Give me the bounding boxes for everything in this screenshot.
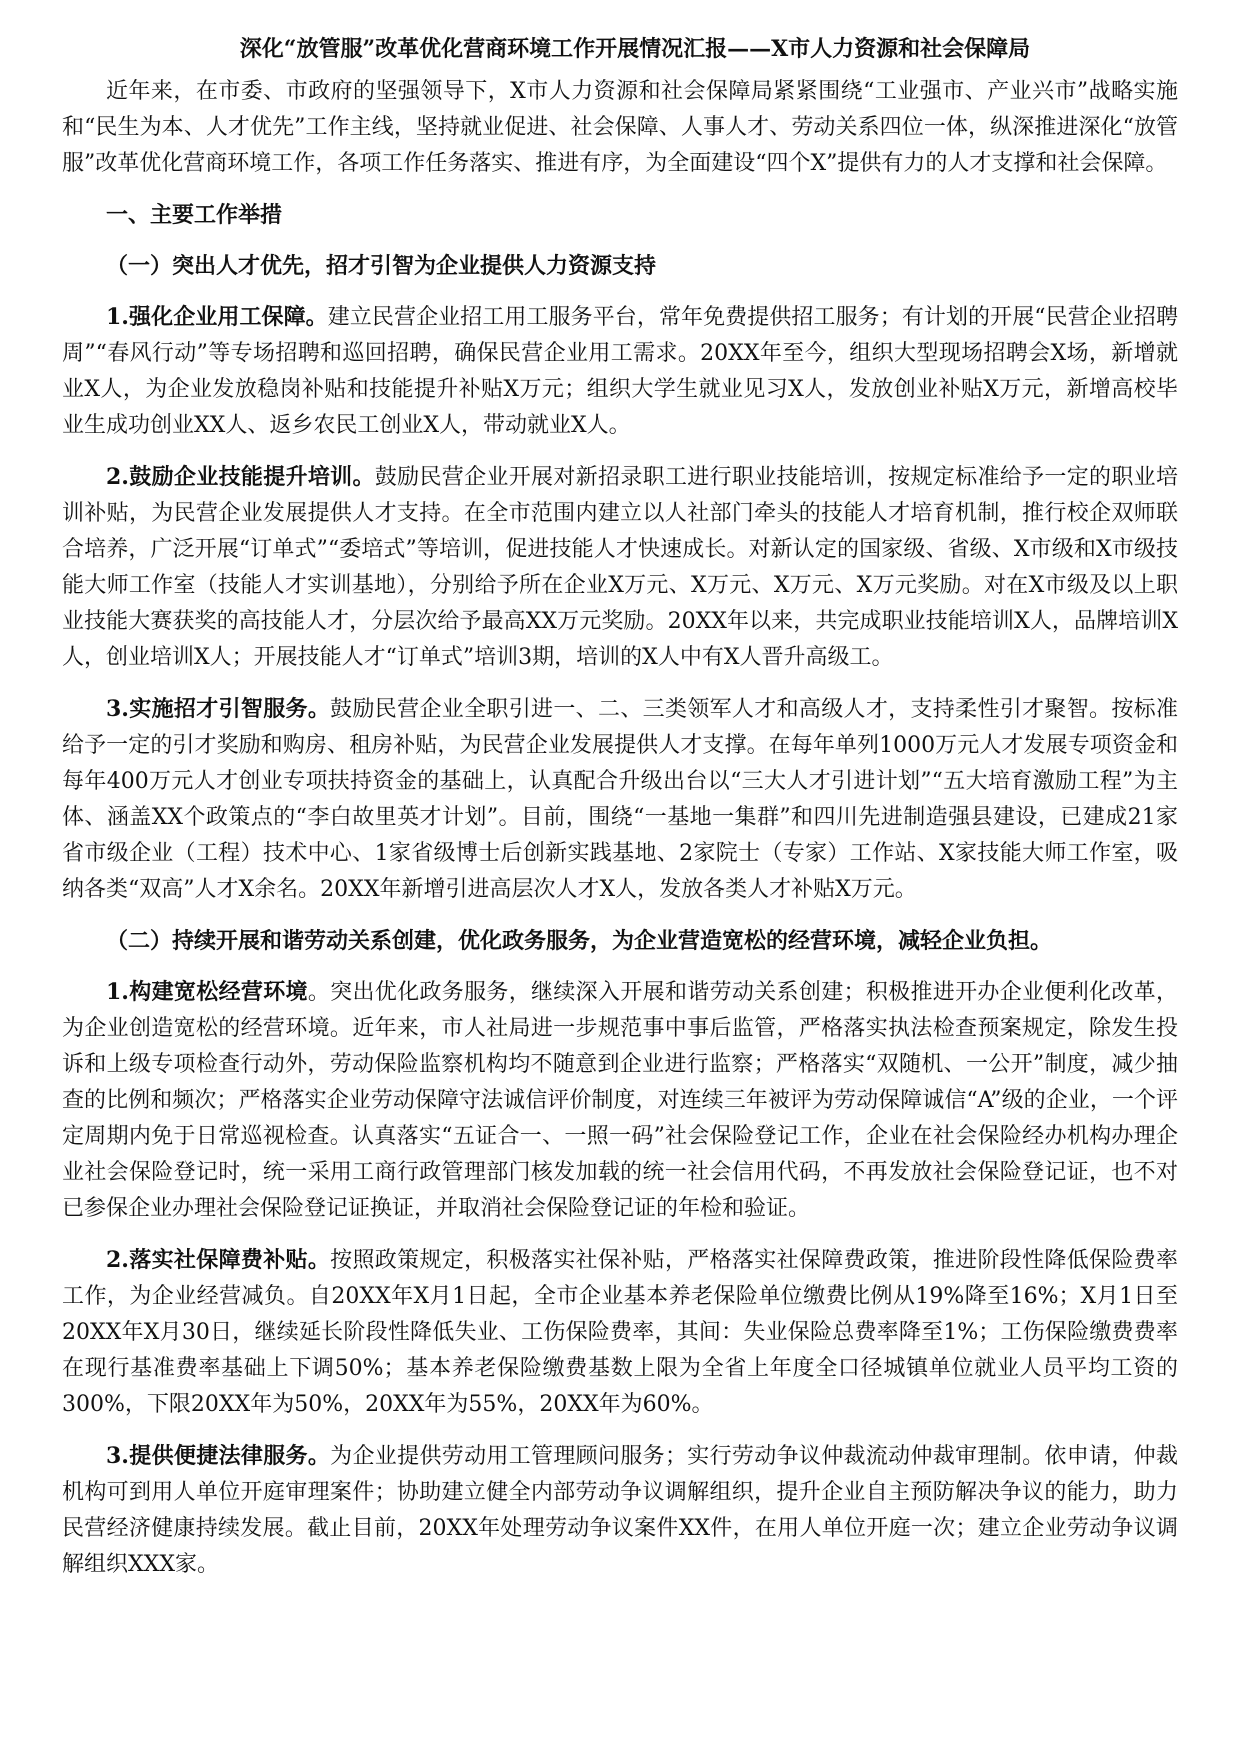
paragraph-employment-guarantee [62, 299, 1178, 444]
paragraph-business-environment [62, 974, 1178, 1227]
subsection-heading-talent: （一）突出人才优先，招才引智为企业提供人力资源支持 [106, 253, 657, 279]
paragraph-body: 建立民营企业招工用工服务平台，常年免费提供招工服务；有计划的开展“民营企业招聘周”“春风行动”等专场招聘和巡回招聘，确保民营企业用工需求。20XX年至今，组织大型现场招聘会X场，新增就业X人，为企业发放稳岗补贴和技能提升补贴X万元；组织大学生就业见习X人，发放创业补贴X万元，新增高校毕业生成功创业XX人、返乡农民工创业X人，带动就业X人。 [62, 305, 1179, 438]
intro-paragraph: 近年来，在市委、市政府的坚强领导下，X市人力资源和社会保障局紧紧围绕“工业强市、产业兴市”战略实施和“民生为本、人才优先”工作主线，坚持就业促进、社会保障、人事人才、劳动关系四位一体，纵深推进深化“放管服”改革优化营商环境工作，各项工作任务落实、推进有序，为全面建设“四个X”提供有力的人才支撑和社会保障。 [62, 79, 1178, 176]
paragraph-social-insurance-subsidy [62, 1242, 1178, 1423]
paragraph-lead: 3.提供便捷法律服务。 [106, 1443, 331, 1469]
paragraph-legal-services [62, 1438, 1178, 1583]
paragraph-body: 鼓励民营企业全职引进一、二、三类领军人才和高级人才，支持柔性引才聚智。按标准给予一定的引才奖励和购房、租房补贴，为民营企业发展提供人才支撑。在每年单列1000万元人才发展专项资金和每年400万元人才创业专项扶持资金的基础上，认真配合升级出台以“三大人才引进计划”“五大培育激励工程”为主体、涵盖XX个政策点的“李白故里英才计划”。目前，围绕“一基地一集群”和四川先进制造强县建设，已建成21家省市级企业（工程）技术中心、1家省级博士后创新实践基地、2家院士（专家）工作站、X家技能大师工作室，吸纳各类“双高”人才X余名。20XX年新增引进高层次人才X人，发放各类人才补贴X万元。 [62, 697, 1178, 902]
paragraph-lead: 1.构建宽松经营环境 [106, 979, 308, 1005]
paragraph-body: 按照政策规定，积极落实社保补贴，严格落实社保障费政策，推进阶段性降低保险费率工作，为企业经营减负。自20XX年X月1日起，全市企业基本养老保险单位缴费比例从19%降至16%；X月1日至20XX年X月30日，继续延长阶段性降低失业、工伤保险费率，其间：失业保险总费率降至1%；工伤保险缴费费率在现行基准费率基础上下调50%；基本养老保险缴费基数上限为全省上年度全口径城镇单位就业人员平均工资的300%，下限20XX年为50%，20XX年为55%，20XX年为60%。 [62, 1248, 1178, 1417]
paragraph-lead: 3.实施招才引智服务。 [106, 696, 331, 722]
section-heading-main-measures: 一、主要工作举措 [106, 202, 283, 228]
paragraph-body: 鼓励民营企业开展对新招录职工进行职业技能培训，按规定标准给予一定的职业培训补贴，为民营企业发展提供人才支持。在全市范围内建立以人社部门牵头的技能人才培育机制，推行校企双师联合培养，广泛开展“订单式”“委培式”等培训，促进技能人才快速成长。对新认定的国家级、省级、X市级和X市级技能大师工作室（技能人才实训基地），分别给予所在企业X万元、X万元、X万元、X万元奖励。对在X市级及以上职业技能大赛获奖的高技能人才，分层次给予最高XX万元奖励。20XX年以来，共完成职业技能培训X人，品牌培训X人，创业培训X人；开展技能人才“订单式”培训3期，培训的X人中有X人晋升高级工。 [62, 465, 1178, 670]
paragraph-lead: 2.落实社保障费补贴。 [106, 1247, 331, 1273]
paragraph-skills-training [62, 459, 1178, 676]
paragraph-body: 。突出优化政务服务，继续深入开展和谐劳动关系创建；积极推进开办企业便利化改革，为企业创造宽松的经营环境。近年来，市人社局进一步规范事中事后监管，严格落实执法检查预案规定，除发生投诉和上级专项检查行动外，劳动保险监察机构均不随意到企业进行监察；严格落实“双随机、一公开”制度，减少抽查的比例和频次；严格落实企业劳动保障守法诚信评价制度，对连续三年被评为劳动保障诚信“A”级的企业，一个评定周期内免于日常巡视检查。认真落实“五证合一、一照一码”社会保险登记工作，企业在社会保险经办机构办理企业社会保险登记时，统一采用工商行政管理部门核发加载的统一社会信用代码，不再发放社会保险登记证，也不对已参保企业办理社会保险登记证换证，并取消社会保险登记证的年检和验证。 [62, 980, 1178, 1221]
paragraph-lead: 1.强化企业用工保障。 [106, 304, 328, 330]
document-title: 深化“放管服”改革优化营商环境工作开展情况汇报——X市人力资源和社会保障局 [239, 36, 1031, 62]
subsection-heading-labor-relations: （二）持续开展和谐劳动关系创建，优化政务服务，为企业营造宽松的经营环境，减轻企业负担。 [106, 928, 1053, 954]
paragraph-lead: 2.鼓励企业技能提升培训。 [106, 464, 375, 490]
paragraph-body: 为企业提供劳动用工管理顾问服务；实行劳动争议仲裁流动仲裁审理制。依申请，仲裁机构可到用人单位开庭审理案件；协助建立健全内部劳动争议调解组织，提升企业自主预防解决争议的能力，助力民营经济健康持续发展。截止目前，20XX年处理劳动争议案件XX件，在用人单位开庭一次；建立企业劳动争议调解组织XXX家。 [62, 1444, 1178, 1577]
paragraph-talent-recruitment [62, 691, 1178, 908]
